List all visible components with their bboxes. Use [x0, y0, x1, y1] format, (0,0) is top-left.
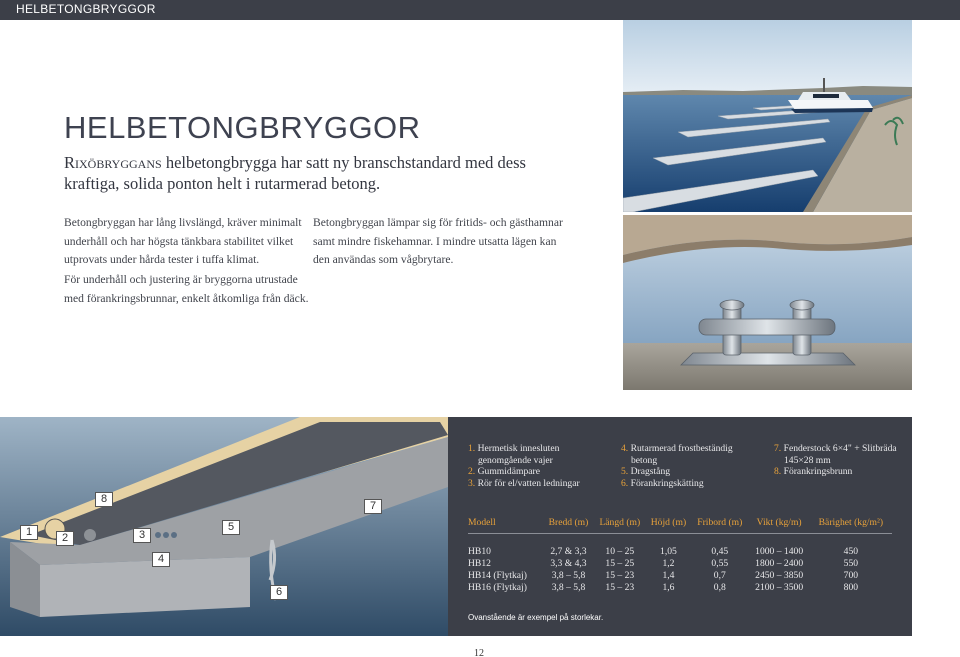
feature-text: Fenderstock 6×4" + Slitbräda — [783, 443, 897, 454]
table-cell: 0,8 — [713, 582, 726, 593]
table-cell: 0,55 — [711, 558, 729, 569]
feature-7 — [774, 443, 897, 466]
table-cell: 2100 – 3500 — [755, 582, 804, 593]
top-header-bar — [0, 0, 960, 20]
feature-text: Rutarmerad frostbeständig — [630, 443, 733, 454]
col-header: Modell — [468, 517, 543, 534]
paragraph-usage: Betongbryggan lämpar sig för fritids- och gästhamnar samt mindre fiskehamnar. I mindre utsatta lägen kan den användas som vågbrytare. — [313, 216, 563, 266]
footnote: Ovanstående är exempel på storlekar. — [468, 613, 604, 622]
table-row — [468, 534, 892, 559]
table-cell: HB12 — [468, 558, 491, 569]
callout-3: 3 — [133, 528, 151, 543]
table-cell: 1,2 — [662, 558, 675, 569]
col-header: Fribord (m) — [691, 517, 748, 534]
table-cell: 450 — [843, 546, 859, 557]
table-cell: 2450 – 3850 — [755, 570, 804, 581]
feature-text: Dragstång — [630, 466, 671, 477]
table-cell: HB16 (Flytkaj) — [468, 582, 527, 593]
feature-num: 5. — [621, 466, 629, 477]
callout-7: 7 — [364, 499, 382, 514]
feature-text: Hermetisk innesluten — [477, 443, 560, 454]
bollard-photo — [623, 215, 912, 390]
callout-8: 8 — [95, 492, 113, 507]
callout-1: 1 — [20, 525, 38, 540]
lead-text: helbetongbrygga har satt ny branschstandard med dess kraftiga, solida ponton helt i rutarmerad betong. — [64, 153, 526, 193]
feature-8 — [774, 466, 852, 478]
table-cell: 1800 – 2400 — [755, 558, 804, 569]
spec-table — [468, 517, 892, 594]
paragraph-durability: Betongbryggan har lång livslängd, kräver minimalt underhåll och har högsta tänkbara stabilitet vilket utprovats under hårda tester i tuffa klimat. — [64, 216, 302, 266]
header-label: HELBETONGBRYGGOR — [16, 2, 156, 16]
callout-2: 2 — [56, 531, 74, 546]
feature-2 — [468, 466, 540, 478]
table-cell: 0,7 — [713, 570, 726, 581]
spec-panel — [448, 417, 912, 636]
feature-text-cont: genomgående vajer — [478, 454, 553, 466]
lead-paragraph — [64, 152, 534, 194]
table-cell: 15 – 23 — [605, 582, 635, 593]
table-cell: 1,6 — [662, 582, 675, 593]
spec-header-row — [468, 517, 892, 534]
table-cell: 0,45 — [711, 546, 729, 557]
feature-num: 1. — [468, 443, 476, 454]
col-header: Längd (m) — [594, 517, 646, 534]
feature-1 — [468, 443, 559, 466]
pontoon-illustration — [0, 417, 448, 636]
paragraph-maintenance: För underhåll och justering är bryggorna utrustade med förankringsbrunnar, enkelt åtkomliga från däck. — [64, 273, 309, 305]
table-row — [468, 582, 892, 594]
table-cell: 15 – 25 — [605, 558, 635, 569]
page-title: HELBETONGBRYGGOR — [64, 110, 421, 145]
table-cell: 3,8 – 5,8 — [551, 582, 586, 593]
table-row — [468, 570, 892, 582]
table-cell: 1000 – 1400 — [755, 546, 804, 557]
table-cell: 550 — [843, 558, 859, 569]
feature-num: 3. — [468, 478, 476, 489]
feature-num: 4. — [621, 443, 629, 454]
table-cell: 3,3 & 4,3 — [550, 558, 587, 569]
feature-text: Gummidämpare — [477, 466, 540, 477]
table-cell: HB14 (Flytkaj) — [468, 570, 527, 581]
feature-num: 6. — [621, 478, 629, 489]
feature-6 — [621, 478, 704, 490]
table-cell: 10 – 25 — [605, 546, 635, 557]
feature-text: Förankringskätting — [630, 478, 704, 489]
feature-text: Förankringsbrunn — [783, 466, 853, 477]
feature-num: 2. — [468, 466, 476, 477]
table-cell: 1,4 — [662, 570, 675, 581]
feature-num: 7. — [774, 443, 782, 454]
table-cell: 2,7 & 3,3 — [550, 546, 587, 557]
col-header: Höjd (m) — [646, 517, 691, 534]
marina-photo — [623, 20, 912, 212]
feature-num: 8. — [774, 466, 782, 477]
table-cell: HB10 — [468, 546, 491, 557]
feature-4 — [621, 443, 733, 466]
table-row — [468, 558, 892, 570]
feature-text-cont: betong — [631, 454, 658, 466]
callout-4: 4 — [152, 552, 170, 567]
feature-text: Rör för el/vatten ledningar — [477, 478, 580, 489]
callout-6: 6 — [270, 585, 288, 600]
page-number: 12 — [474, 648, 484, 657]
feature-text-cont: 145×28 mm — [784, 454, 831, 466]
brand-name: Rixöbryggans — [64, 153, 162, 172]
col-header: Vikt (kg/m) — [749, 517, 810, 534]
table-cell: 3,8 – 5,8 — [551, 570, 586, 581]
col-header: Bredd (m) — [543, 517, 594, 534]
table-cell: 15 – 23 — [605, 570, 635, 581]
feature-5 — [621, 466, 670, 478]
callout-5: 5 — [222, 520, 240, 535]
col-header: Bärighet (kg/m²) — [810, 517, 892, 534]
table-cell: 700 — [843, 570, 859, 581]
feature-3 — [468, 478, 580, 490]
table-cell: 1,05 — [660, 546, 677, 557]
table-cell: 800 — [843, 582, 859, 593]
